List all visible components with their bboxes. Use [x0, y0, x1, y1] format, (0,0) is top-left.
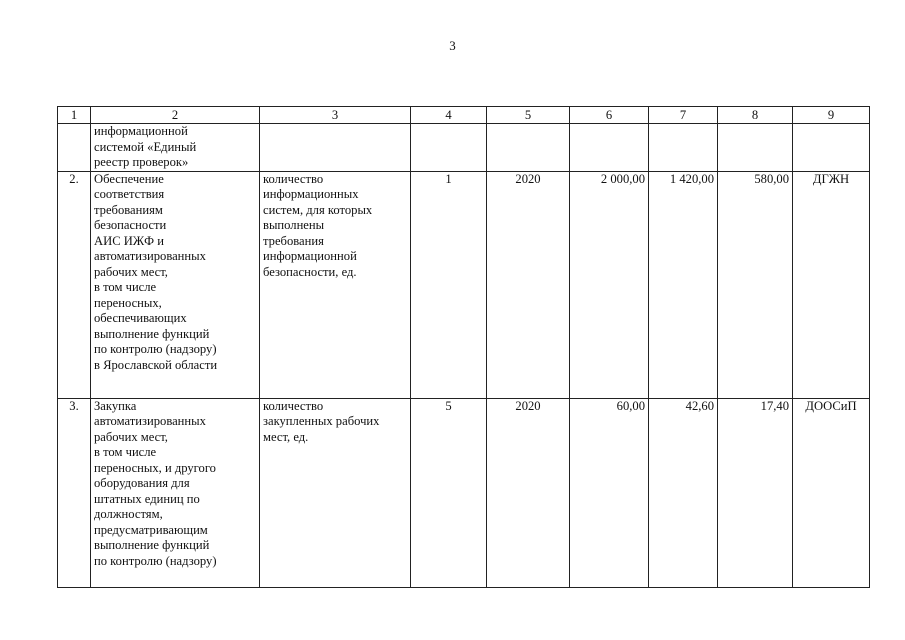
- header-col-1: 1: [58, 107, 91, 124]
- cell-year: [487, 124, 570, 172]
- header-col-6: 6: [570, 107, 649, 124]
- cell-value: [411, 124, 487, 172]
- cell-col7: 1 420,00: [649, 171, 718, 398]
- cell-num: 2.: [58, 171, 91, 398]
- cell-activity-name: информационной системой «Единый реестр проверок»: [91, 124, 260, 172]
- header-col-8: 8: [718, 107, 793, 124]
- cell-executor: ДООСиП: [793, 398, 870, 587]
- cell-executor: ДГЖН: [793, 171, 870, 398]
- cell-executor: [793, 124, 870, 172]
- table-row: [58, 124, 870, 172]
- table-header-row: [58, 107, 870, 124]
- table-row: [58, 398, 870, 587]
- cell-year: 2020: [487, 398, 570, 587]
- header-col-7: 7: [649, 107, 718, 124]
- cell-col8: 17,40: [718, 398, 793, 587]
- cell-total: 2 000,00: [570, 171, 649, 398]
- cell-total: 60,00: [570, 398, 649, 587]
- cell-col8: [718, 124, 793, 172]
- header-col-4: 4: [411, 107, 487, 124]
- cell-num: 3.: [58, 398, 91, 587]
- cell-col7: 42,60: [649, 398, 718, 587]
- page-number: 3: [449, 38, 456, 53]
- cell-col8: 580,00: [718, 171, 793, 398]
- cell-col7: [649, 124, 718, 172]
- cell-activity-name: Закупка автоматизированных рабочих мест, в том числе переносных, и другого оборудования для штатных единиц по должностям, предусматривающим выполнение функций по контролю (надзору): [91, 398, 260, 587]
- header-col-5: 5: [487, 107, 570, 124]
- header-col-3: 3: [260, 107, 411, 124]
- table-row: [58, 171, 870, 398]
- cell-value: 1: [411, 171, 487, 398]
- cell-total: [570, 124, 649, 172]
- cell-num: [58, 124, 91, 172]
- header-col-9: 9: [793, 107, 870, 124]
- cell-indicator: [260, 124, 411, 172]
- header-col-2: 2: [91, 107, 260, 124]
- cell-value: 5: [411, 398, 487, 587]
- cell-year: 2020: [487, 171, 570, 398]
- cell-indicator: количество информационных систем, для которых выполнены требования информационной безопасности, ед.: [260, 171, 411, 398]
- cell-activity-name: Обеспечение соответствия требованиям безопасности АИС ИЖФ и автоматизированных рабочих мест, в том числе переносных, обеспечивающих выполнение функций по контролю (надзору) в Ярославской области: [91, 171, 260, 398]
- program-activities-table: [57, 106, 870, 588]
- cell-indicator: количество закупленных рабочих мест, ед.: [260, 398, 411, 587]
